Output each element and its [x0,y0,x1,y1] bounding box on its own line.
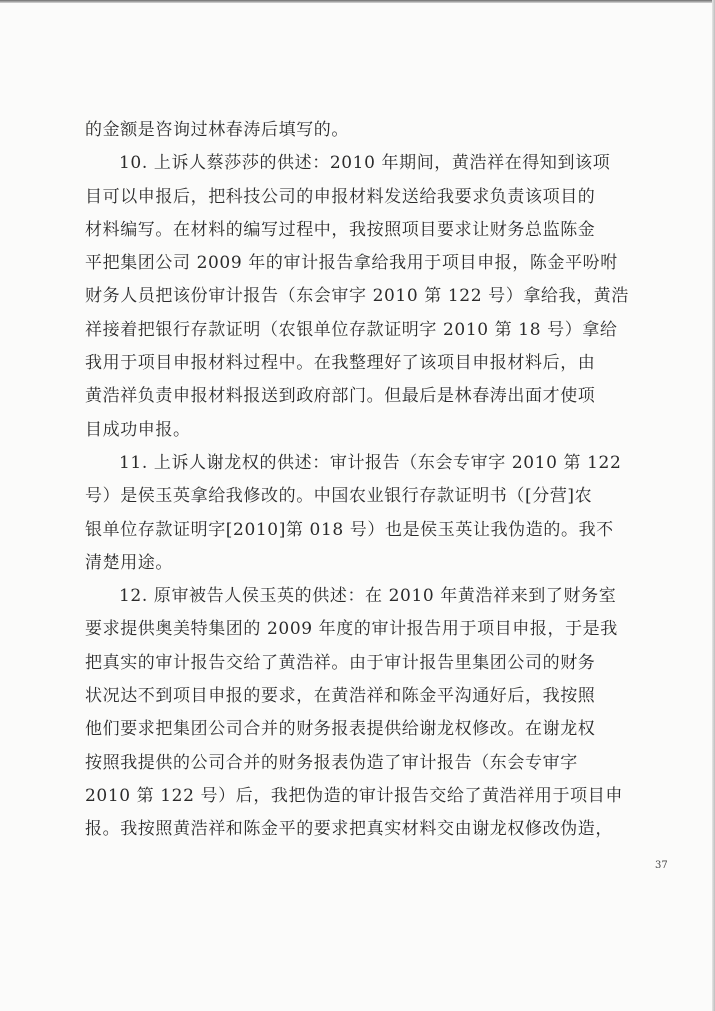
text-line: 平把集团公司 2009 年的审计报告拿给我用于项目申报，陈金平吩咐 [85,253,618,274]
text-line: 祥接着把银行存款证明（农银单位存款证明字 2010 第 18 号）拿给 [85,319,618,340]
page-number: 37 [655,860,668,871]
text-line: 的金额是咨询过林春涛后填写的。 [85,120,349,140]
body-text [85,114,633,847]
text-line: 清楚用途。 [85,552,173,573]
text-line: 目成功申报。 [85,419,191,440]
text-line: 状况达不到项目申报的要求，在黄浩祥和陈金平沟通好后，我按照 [85,686,596,707]
text-line: 把真实的审计报告交给了黄浩祥。由于审计报告里集团公司的财务 [85,652,596,673]
text-line: 2010 第 122 号）后，我把伪造的审计报告交给了黄浩祥用于项目申 [85,785,623,806]
text-line: 银单位存款证明字[2010]第 018 号）也是侯玉英让我伪造的。我不 [85,519,614,540]
text-line: 财务人员把该份审计报告（东会审字 2010 第 122 号）拿给我，黄浩 [85,286,629,307]
text-line: 目可以申报后，把科技公司的申报材料发送给我要求负责该项目的 [85,186,596,207]
text-line: 材料编写。在材料的编写过程中，我按照项目要求让财务总监陈金 [85,219,596,240]
text-line: 号）是侯玉英拿给我修改的。中国农业银行存款证明书（[分营]农 [85,486,593,507]
text-line: 按照我提供的公司合并的财务报表伪造了审计报告（东会专审字 [85,752,578,773]
text-line: 报。我按照黄浩祥和陈金平的要求把真实材料交由谢龙权修改伪造， [85,819,613,840]
text-line: 我用于项目申报材料过程中。在我整理好了该项目申报材料后，由 [85,353,596,374]
text-line: 要求提供奥美特集团的 2009 年度的审计报告用于项目申报，于是我 [85,619,618,640]
text-line: 10. 上诉人蔡莎莎的供述：2010 年期间，黄浩祥在得知到该项 [119,153,611,174]
scan-top-edge [0,0,715,3]
text-line: 12. 原审被告人侯玉英的供述：在 2010 年黄浩祥来到了财务室 [119,586,617,607]
text-line: 11. 上诉人谢龙权的供述：审计报告（东会专审字 2010 第 122 [119,452,622,473]
text-line: 他们要求把集团公司合并的财务报表提供给谢龙权修改。在谢龙权 [85,719,596,740]
text-line: 黄浩祥负责申报材料报送到政府部门。但最后是林春涛出面才使项 [85,386,596,407]
